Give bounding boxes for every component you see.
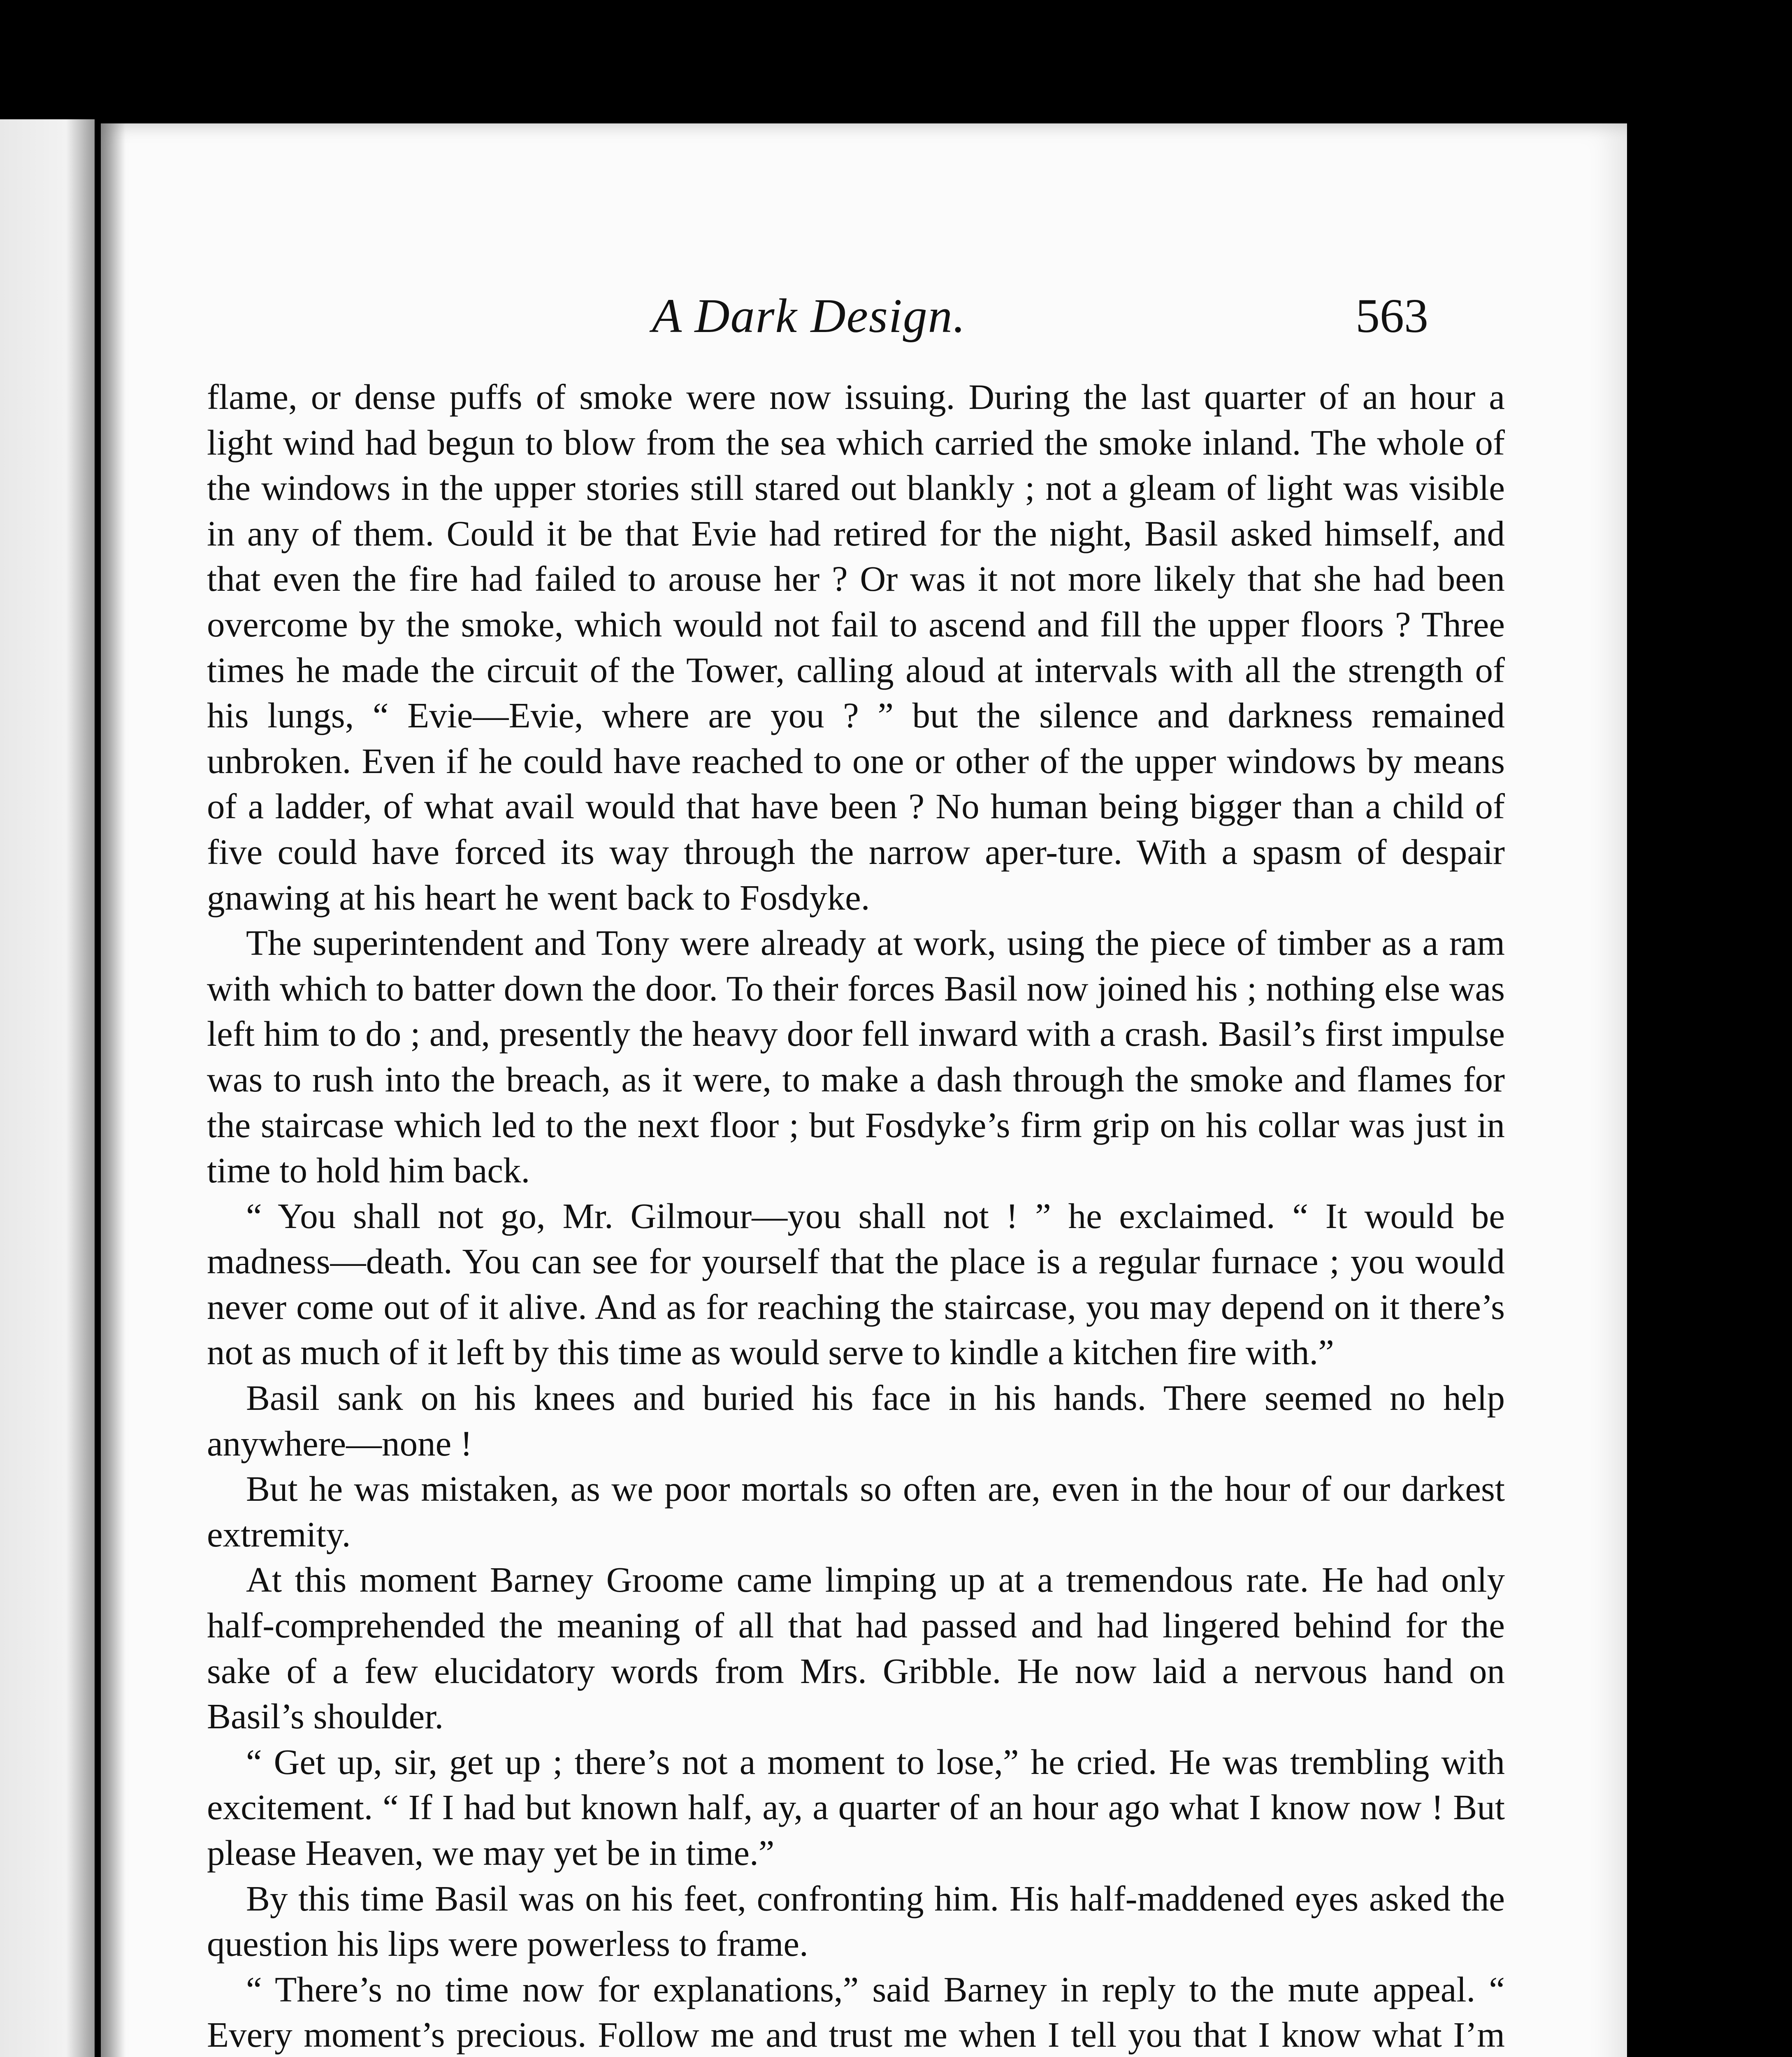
page-number: 563 xyxy=(1356,289,1428,343)
page-gutter-shadow xyxy=(101,123,125,2057)
paragraph: “ Get up, sir, get up ; there’s not a moment to lose,” he cried. He was trembling with excitement. “ If I had but known half, ay, a quarter of an hour ago what I know now ! But please Heaven, we may yet be in time.” xyxy=(207,1741,1505,1873)
paragraph: “ You shall not go, Mr. Gilmour—you shall not ! ” he exclaimed. “ It would be madness—death. You can see for yourself that the place is a regular furnace ; you would never come out of it alive. And as for reaching the staircase, you may depend on it there’s not as much of it left by this time as would serve to kindle a kitchen fire with.” xyxy=(207,1196,1505,1372)
paragraph: By this time Basil was on his feet, confronting him. His half-maddened eyes asked the question his lips were powerless to frame. xyxy=(207,1878,1505,1964)
paragraph: flame, or dense puffs of smoke were now issuing. During the last quarter of an hour a light wind had begun to blow from the sea which carried the smoke inland. The whole of the windows in the upper stories still stared out blankly ; not a gleam of light was visible in any of them. Could it be that Evie had retired for the night, Basil asked himself, and that even the fire had failed to arouse her ? Or was it not more likely that she had been overcome by the smoke, which would not fail to ascend and fill the upper floors ? Three times he made the circuit of the Tower, calling aloud at intervals with all the strength of his lungs, “ Evie—Evie, where are you ? ” but the silence and darkness remained unbroken. Even if he could have reached to one or other of the upper windows by means of a ladder, of what avail would that have been ? No human being bigger than a child of five could have forced its way through the narrow aper-ture. With a spasm of despair gnawing at his heart he went back to Fosdyke. xyxy=(207,377,1505,917)
paragraph: Basil sank on his knees and buried his face in his hands. There seemed no help anywhere—none ! xyxy=(207,1378,1505,1463)
paragraph: The superintendent and Tony were already at work, using the piece of timber as a ram with which to batter down the door. To their forces Basil now joined his ; nothing else was left him to do ; and, presently the heavy door fell inward with a crash. Basil’s first impulse was to rush into the breach, as it were, to make a dash through the smoke and flames for the staircase which led to the next floor ; but Fosdyke’s firm grip on his collar was just in time to hold him back. xyxy=(207,923,1505,1191)
paragraph: But he was mistaken, as we poor mortals so often are, even in the hour of our darkest extremity. xyxy=(207,1469,1505,1554)
running-title: A Dark Design. xyxy=(652,289,966,343)
paragraph: At this moment Barney Groome came limping up at a tremendous rate. He had only half-comprehended the meaning of all that had passed and had lingered behind for the sake of a few elucidatory words from Mrs. Gribble. He now laid a nervous hand on Basil’s shoulder. xyxy=(207,1560,1505,1737)
facing-page-edge xyxy=(0,119,95,2057)
book-page xyxy=(101,123,1627,2057)
body-text xyxy=(207,374,1505,2057)
running-head xyxy=(101,288,1627,346)
paragraph: “ There’s no time now for explanations,” said Barney in reply to the mute appeal. “ Every moment’s precious. Follow me and trust me when I tell you that I know what I’m xyxy=(207,1969,1505,2055)
